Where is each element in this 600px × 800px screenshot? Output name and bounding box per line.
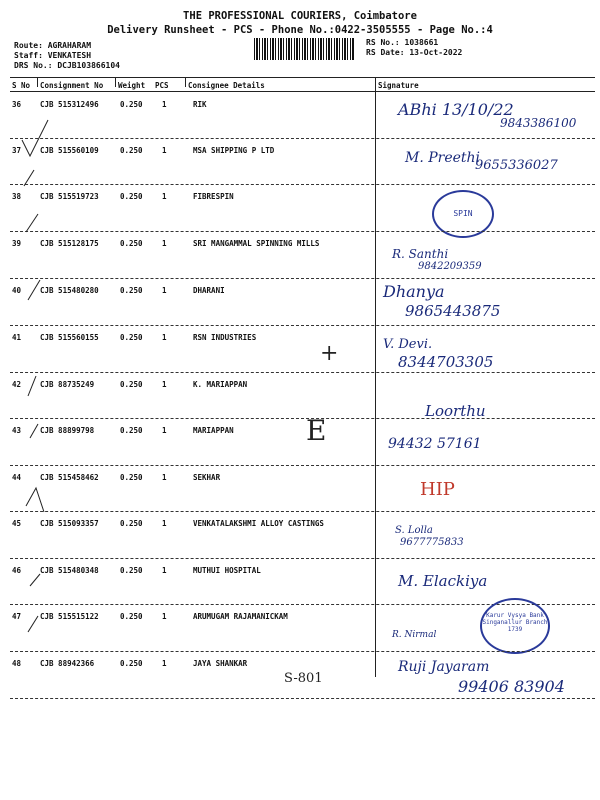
- table-row: [0, 94, 600, 140]
- table-row: [0, 186, 600, 232]
- row-consignment: CJB 515560109: [40, 146, 99, 155]
- signature-handwriting: M. Preethi: [405, 150, 481, 166]
- row-sno: 42: [12, 380, 22, 389]
- col-divider: [37, 77, 38, 87]
- row-sno: 48: [12, 659, 22, 668]
- row-consignment: CJB 515093357: [40, 519, 99, 528]
- row-consignee: K. MARIAPPAN: [193, 380, 248, 389]
- row-weight: 0.250: [120, 333, 143, 342]
- table-row: [0, 414, 600, 466]
- bank-stamp-name: Karur Vysya Bank: [486, 612, 544, 619]
- row-consignee: ARUMUGAM RAJAMANICKAM: [193, 612, 288, 621]
- row-divider: [10, 138, 595, 139]
- row-sno: 39: [12, 239, 22, 248]
- handwritten-note: S-801: [284, 671, 323, 686]
- row-pcs: 1: [162, 659, 167, 668]
- row-sno: 41: [12, 333, 22, 342]
- row-consignment: CJB 515458462: [40, 473, 99, 482]
- row-pcs: 1: [162, 426, 167, 435]
- signature-handwriting: ABhi 13/10/22: [398, 100, 514, 119]
- row-consignment: CJB 88942366: [40, 659, 95, 668]
- row-consignee: MUTHUI HOSPITAL: [193, 566, 261, 575]
- row-pcs: 1: [162, 146, 167, 155]
- row-pcs: 1: [162, 100, 167, 109]
- handwritten-mark: E: [306, 414, 327, 447]
- row-consignee: FIBRESPIN: [193, 192, 234, 201]
- row-divider: [10, 465, 595, 466]
- row-weight: 0.250: [120, 519, 143, 528]
- signature-handwriting: HIP: [420, 479, 455, 500]
- row-weight: 0.250: [120, 286, 143, 295]
- row-weight: 0.250: [120, 100, 143, 109]
- row-sno: 43: [12, 426, 22, 435]
- row-consignee: MARIAPPAN: [193, 426, 234, 435]
- table-row: [0, 327, 600, 373]
- col-consignee: Consignee Details: [188, 81, 265, 90]
- row-pcs: 1: [162, 192, 167, 201]
- signature-handwriting: Dhanya: [383, 282, 445, 301]
- row-consignee: VENKATALAKSHMI ALLOY CASTINGS: [193, 519, 324, 528]
- runsheet-subtitle: Delivery Runsheet - PCS - Phone No.:0422-3505555 - Page No.:4: [107, 24, 493, 36]
- company-title: THE PROFESSIONAL COURIERS, Coimbatore: [183, 10, 417, 22]
- table-header-rule: [10, 91, 595, 92]
- row-divider: [10, 698, 595, 699]
- col-divider: [185, 77, 186, 87]
- row-weight: 0.250: [120, 239, 143, 248]
- signature-handwriting: S. Lolla: [395, 525, 433, 536]
- signature-phone: 9865443875: [405, 302, 501, 320]
- row-divider: [10, 184, 595, 185]
- route-label: Route: AGRAHARAM: [14, 41, 92, 50]
- row-sno: 44: [12, 473, 22, 482]
- row-consignment: CJB 515560155: [40, 333, 99, 342]
- company-seal-icon: SPIN: [432, 190, 494, 238]
- table-row: [0, 653, 600, 699]
- row-weight: 0.250: [120, 473, 143, 482]
- row-consignment: CJB 515128175: [40, 239, 99, 248]
- row-consignee: DHARANI: [193, 286, 225, 295]
- handwritten-mark: +: [320, 341, 339, 366]
- row-divider: [10, 325, 595, 326]
- row-divider: [10, 511, 595, 512]
- bank-stamp-icon: [480, 598, 550, 654]
- row-consignee: RSN INDUSTRIES: [193, 333, 257, 342]
- signature-phone: 9842209359: [418, 261, 482, 272]
- table-row: [0, 467, 600, 513]
- row-divider: [10, 651, 595, 652]
- row-pcs: 1: [162, 286, 167, 295]
- rs-number: RS No.: 1038661: [366, 38, 439, 47]
- signature-handwriting: R. Santhi: [392, 247, 449, 261]
- row-pcs: 1: [162, 473, 167, 482]
- row-weight: 0.250: [120, 146, 143, 155]
- row-weight: 0.250: [120, 659, 143, 668]
- signature-phone: 9655336027: [475, 158, 558, 173]
- table-top-rule: [10, 77, 595, 78]
- signature-phone: 9677775833: [400, 537, 464, 548]
- row-weight: 0.250: [120, 426, 143, 435]
- row-consignment: CJB 88899798: [40, 426, 95, 435]
- row-sno: 37: [12, 146, 22, 155]
- row-consignment: CJB 515312496: [40, 100, 99, 109]
- signature-handwriting: Loorthu: [425, 402, 486, 420]
- row-divider: [10, 278, 595, 279]
- bank-stamp-code: 1739: [507, 626, 523, 633]
- col-sno: S No: [12, 81, 31, 90]
- col-weight: Weight: [118, 81, 146, 90]
- row-sno: 38: [12, 192, 22, 201]
- row-weight: 0.250: [120, 612, 143, 621]
- row-weight: 0.250: [120, 566, 143, 575]
- barcode-icon: [254, 38, 354, 60]
- col-divider: [115, 77, 116, 87]
- row-pcs: 1: [162, 612, 167, 621]
- table-row: [0, 513, 600, 559]
- row-consignment: CJB 515515122: [40, 612, 99, 621]
- row-pcs: 1: [162, 333, 167, 342]
- table-row: [0, 280, 600, 326]
- row-pcs: 1: [162, 519, 167, 528]
- bank-stamp-branch: Singanallur Branch: [482, 619, 548, 626]
- staff-label: Staff: VENKATESH: [14, 51, 92, 60]
- signature-phone: 94432 57161: [388, 436, 482, 452]
- col-consignment: Consignment No: [40, 81, 104, 90]
- table-row: [0, 140, 600, 186]
- table-row: [0, 374, 600, 420]
- row-sno: 40: [12, 286, 22, 295]
- signature-handwriting: M. Elackiya: [398, 572, 488, 590]
- row-pcs: 1: [162, 566, 167, 575]
- signature-phone: 9843386100: [500, 116, 577, 130]
- signature-handwriting: V. Devi.: [383, 337, 433, 352]
- row-divider: [10, 231, 595, 232]
- signature-handwriting: Ruji Jayaram: [398, 659, 490, 675]
- row-sno: 46: [12, 566, 22, 575]
- row-consignee: SEKHAR: [193, 473, 221, 482]
- row-pcs: 1: [162, 380, 167, 389]
- signature-phone: 8344703305: [398, 353, 494, 371]
- row-consignment: CJB 515519723: [40, 192, 99, 201]
- row-divider: [10, 418, 595, 419]
- row-consignee: SRI MANGAMMAL SPINNING MILLS: [193, 239, 320, 248]
- row-sno: 36: [12, 100, 22, 109]
- row-consignee: MSA SHIPPING P LTD: [193, 146, 275, 155]
- row-pcs: 1: [162, 239, 167, 248]
- row-weight: 0.250: [120, 192, 143, 201]
- drs-label: DRS No.: DCJB103866104: [14, 61, 120, 70]
- row-sno: 45: [12, 519, 22, 528]
- signature-handwriting: R. Nirmal: [392, 630, 437, 640]
- table-row: [0, 606, 600, 652]
- col-signature: Signature: [378, 81, 419, 90]
- rs-date: RS Date: 13-Oct-2022: [366, 48, 463, 57]
- row-divider: [10, 372, 595, 373]
- table-row: [0, 233, 600, 279]
- row-consignee: JAYA SHANKAR: [193, 659, 248, 668]
- row-weight: 0.250: [120, 380, 143, 389]
- row-consignment: CJB 88735249: [40, 380, 95, 389]
- row-sno: 47: [12, 612, 22, 621]
- row-consignment: CJB 515480280: [40, 286, 99, 295]
- row-divider: [10, 558, 595, 559]
- row-consignment: CJB 515480348: [40, 566, 99, 575]
- row-consignee: RIK: [193, 100, 207, 109]
- signature-phone: 99406 83904: [458, 677, 565, 696]
- col-pcs: PCS: [155, 81, 169, 90]
